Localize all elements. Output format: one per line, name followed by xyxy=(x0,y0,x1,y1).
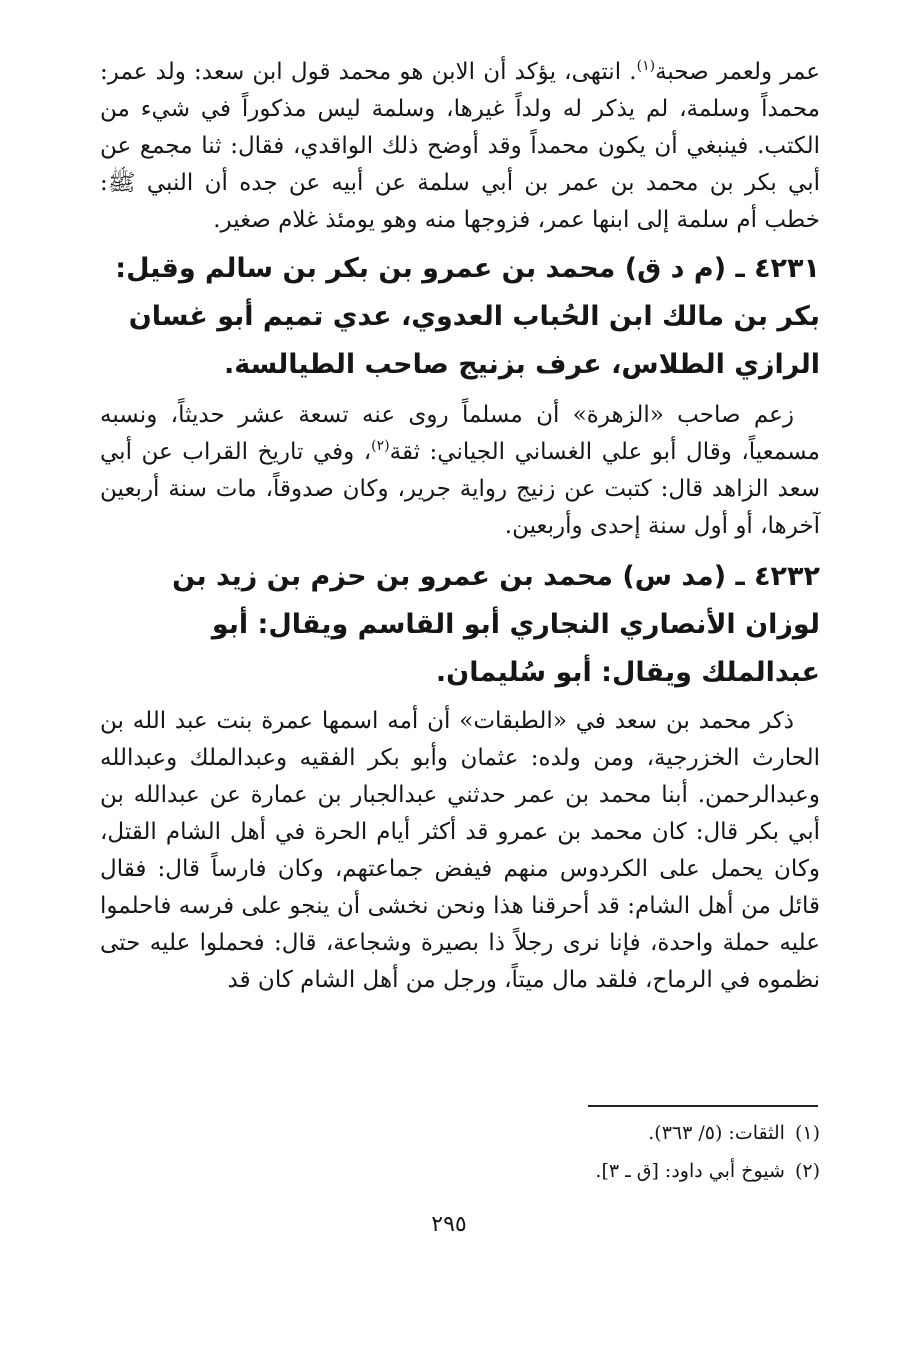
footnote-1-text: الثقات: (٥/ ٣٦٣). xyxy=(648,1122,785,1144)
entry-4231-text-b: ، وفي تاريخ القراب عن أبي سعد الزاهد قال: كتبت عن زنيج رواية جرير، وكان صدوقاً، مات سنة أربعين آخرها، أو أول سنة إحدى وأربعين. xyxy=(100,439,820,539)
footnote-divider xyxy=(588,1105,818,1107)
footnote-1 xyxy=(120,1114,820,1152)
paragraph-1-text-a: عمر ولعمر صحبة xyxy=(655,59,820,85)
entry-4231-body xyxy=(100,397,820,545)
entry-4232-heading: ٤٢٣٢ ـ (مد س) محمد بن عمرو بن حزم بن زيد بن لوزان الأنصاري النجاري أبو القاسم ويقال: أبو عبدالملك ويقال: أبو سُليمان. xyxy=(172,561,820,688)
footnote-2 xyxy=(120,1152,820,1190)
footnote-ref-2: (٢) xyxy=(371,438,390,454)
entry-4232-body: ذكر محمد بن سعد في «الطبقات» أن أمه اسمها عمرة بنت عبد الله بن الحارث الخزرجية، ومن ولده: عثمان وأبو بكر الفقيه وعبدالملك وعبدالله وعبدالرحمن. أبنا محمد بن عمر حدثني عبدالجبار بن عمارة عن عبدالله بن أبي بكر قال: كان محمد بن عمرو قد أكثر أيام الحرة في أهل الشام القتل، وكان يحمل على الكردوس منهم فيفض جماعتهم، وكان فارساً قال: فقال قائل من أهل الشام: قد أحرقنا هذا ونحن نخشى أن ينجو على فرسه فاحلموا عليه حملة واحدة، فإنا نرى رجلاً ذا بصيرة وشجاعة، قال: فحملوا عليه حتى نظموه في الرماح، فلقد مال ميتاً، ورجل من أهل الشام كان قد xyxy=(100,708,820,993)
entry-4231-heading: ٤٢٣١ ـ (م د ق) محمد بن عمرو بن بكر بن سالم وقيل: بكر بن مالك ابن الحُباب العدوي، عدي تميم أبو غسان الرازي الطلاس، عرف بزنيج صاحب الطيالسة. xyxy=(115,253,820,380)
footnote-1-number: (١) xyxy=(794,1122,820,1144)
footnote-ref-1: (١) xyxy=(636,58,656,74)
page-number: ٢٩٥ xyxy=(431,1212,467,1237)
paragraph-continuation xyxy=(100,54,820,239)
paragraph-1-text-b: . انتهى، يؤكد أن الابن هو محمد قول ابن سعد: ولد عمر: محمداً وسلمة، لم يذكر له ولداً غيرها، وسلمة ليس مذكوراً في شيء من الكتب. فينبغي أن يكون محمداً وقد أوضح ذلك الواقدي، فقال: ثنا مجمع عن أبي بكر بن محمد بن عمر بن أبي سلمة عن أبيه عن جده أن النبي ﷺ: خطب أم سلمة إلى ابنها عمر، فزوجها منه وهو يومئذ غلام صغير. xyxy=(100,59,820,233)
page-body xyxy=(100,54,820,999)
footnote-2-text: شيوخ أبي داود: [ق ـ ٣]. xyxy=(595,1160,785,1182)
footnotes xyxy=(120,1114,820,1190)
entry-4231-text-a: زعم صاحب «الزهرة» أن مسلماً روى عنه تسعة عشر حديثاً، ونسبه مسمعياً، وقال أبو علي الغساني الجياني: ثقة xyxy=(100,402,820,465)
footnote-2-number: (٢) xyxy=(794,1160,820,1182)
